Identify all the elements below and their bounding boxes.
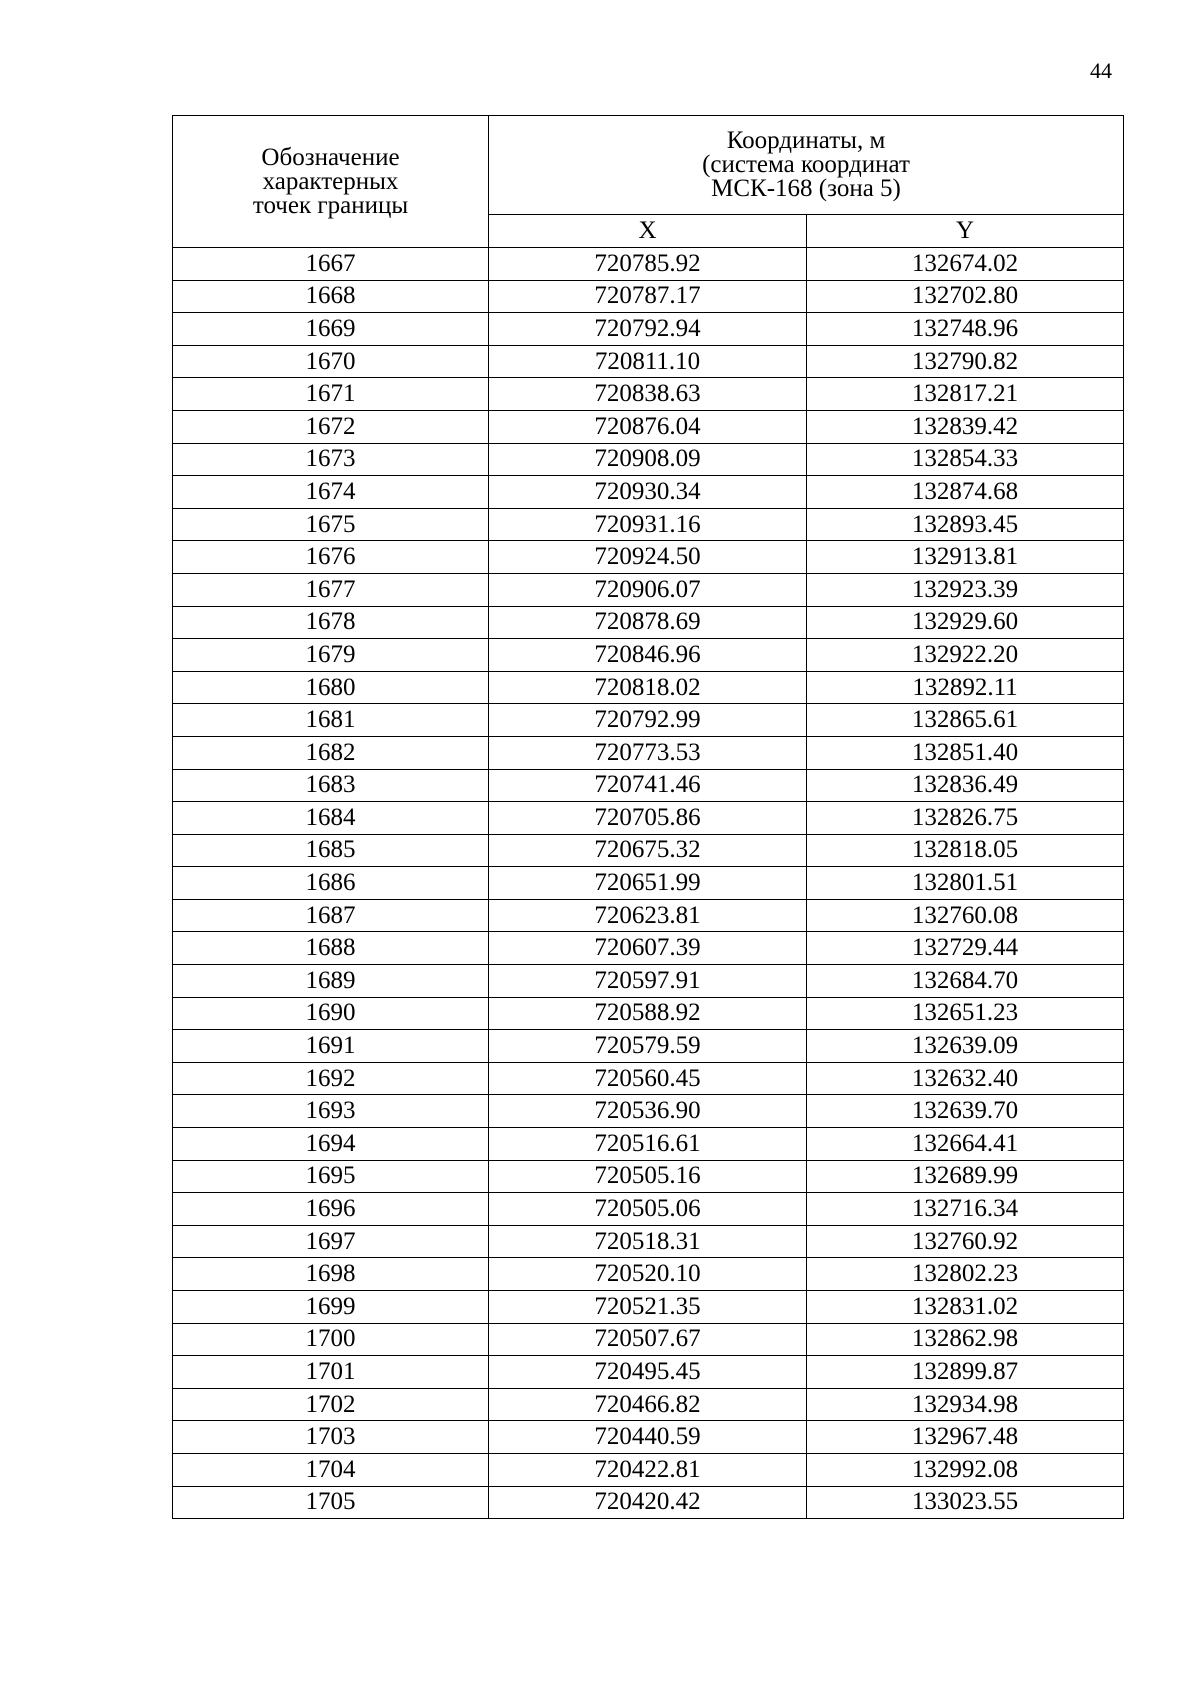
table-row [173, 410, 1124, 443]
table-row [173, 280, 1124, 313]
y-cell: 132831.02 [807, 1291, 1124, 1324]
point-cell: 1673 [173, 443, 489, 476]
point-cell: 1674 [173, 476, 489, 509]
y-cell: 132922.20 [807, 639, 1124, 672]
table-row [173, 1193, 1124, 1226]
x-cell: 720607.39 [489, 932, 807, 965]
point-cell: 1680 [173, 671, 489, 704]
x-cell: 720597.91 [489, 965, 807, 998]
table-row [173, 476, 1124, 509]
point-cell: 1671 [173, 378, 489, 411]
y-cell: 132689.99 [807, 1160, 1124, 1193]
point-cell: 1702 [173, 1388, 489, 1421]
y-cell: 132818.05 [807, 834, 1124, 867]
x-cell: 720516.61 [489, 1128, 807, 1161]
y-cell: 133023.55 [807, 1486, 1124, 1519]
header-point-line: Обозначение [261, 143, 400, 171]
y-cell: 132934.98 [807, 1388, 1124, 1421]
y-cell: 132923.39 [807, 573, 1124, 606]
y-cell: 132716.34 [807, 1193, 1124, 1226]
point-cell: 1677 [173, 573, 489, 606]
x-cell: 720675.32 [489, 834, 807, 867]
x-cell: 720536.90 [489, 1095, 807, 1128]
x-cell: 720518.31 [489, 1225, 807, 1258]
page-number: 44 [1090, 58, 1112, 83]
y-cell: 132899.87 [807, 1356, 1124, 1389]
x-cell: 720773.53 [489, 736, 807, 769]
point-cell: 1700 [173, 1323, 489, 1356]
table-row [173, 1095, 1124, 1128]
y-cell: 132892.11 [807, 671, 1124, 704]
point-cell: 1669 [173, 313, 489, 346]
table-row [173, 671, 1124, 704]
table-row [173, 573, 1124, 606]
y-cell: 132854.33 [807, 443, 1124, 476]
x-cell: 720924.50 [489, 541, 807, 574]
x-cell: 720560.45 [489, 1062, 807, 1095]
point-cell: 1683 [173, 769, 489, 802]
point-cell: 1681 [173, 704, 489, 737]
y-cell: 132790.82 [807, 345, 1124, 378]
point-cell: 1667 [173, 248, 489, 281]
x-cell: 720741.46 [489, 769, 807, 802]
header-point-line: характерных [262, 167, 399, 195]
point-cell: 1687 [173, 899, 489, 932]
table-row [173, 899, 1124, 932]
point-cell: 1695 [173, 1160, 489, 1193]
table-row [173, 1486, 1124, 1519]
table-row [173, 802, 1124, 835]
point-cell: 1694 [173, 1128, 489, 1161]
table-row [173, 1291, 1124, 1324]
point-cell: 1693 [173, 1095, 489, 1128]
point-cell: 1685 [173, 834, 489, 867]
point-cell: 1696 [173, 1193, 489, 1226]
x-cell: 720420.42 [489, 1486, 807, 1519]
y-cell: 132760.08 [807, 899, 1124, 932]
x-cell: 720838.63 [489, 378, 807, 411]
x-cell: 720440.59 [489, 1421, 807, 1454]
table-row [173, 1453, 1124, 1486]
table-row [173, 345, 1124, 378]
table-row [173, 1225, 1124, 1258]
header-x: X [489, 215, 807, 248]
table-row [173, 541, 1124, 574]
table-row [173, 1356, 1124, 1389]
y-cell: 132862.98 [807, 1323, 1124, 1356]
point-cell: 1704 [173, 1453, 489, 1486]
point-cell: 1688 [173, 932, 489, 965]
table-row [173, 1388, 1124, 1421]
header-y: Y [807, 215, 1124, 248]
header-coordinates [489, 116, 1124, 215]
table-row [173, 1421, 1124, 1454]
table-row [173, 443, 1124, 476]
table-row [173, 1128, 1124, 1161]
x-cell: 720588.92 [489, 997, 807, 1030]
y-cell: 132760.92 [807, 1225, 1124, 1258]
x-cell: 720785.92 [489, 248, 807, 281]
x-cell: 720521.35 [489, 1291, 807, 1324]
y-cell: 132702.80 [807, 280, 1124, 313]
point-cell: 1672 [173, 410, 489, 443]
table-row [173, 248, 1124, 281]
x-cell: 720579.59 [489, 1030, 807, 1063]
table-row [173, 508, 1124, 541]
x-cell: 720846.96 [489, 639, 807, 672]
x-cell: 720876.04 [489, 410, 807, 443]
table-row [173, 378, 1124, 411]
table-row [173, 1258, 1124, 1291]
y-cell: 132639.09 [807, 1030, 1124, 1063]
y-cell: 132639.70 [807, 1095, 1124, 1128]
y-cell: 132865.61 [807, 704, 1124, 737]
x-cell: 720906.07 [489, 573, 807, 606]
x-cell: 720495.45 [489, 1356, 807, 1389]
x-cell: 720705.86 [489, 802, 807, 835]
x-cell: 720422.81 [489, 1453, 807, 1486]
y-cell: 132664.41 [807, 1128, 1124, 1161]
point-cell: 1678 [173, 606, 489, 639]
point-cell: 1699 [173, 1291, 489, 1324]
table-body [173, 248, 1124, 1519]
x-cell: 720792.99 [489, 704, 807, 737]
x-cell: 720651.99 [489, 867, 807, 900]
point-cell: 1670 [173, 345, 489, 378]
y-cell: 132851.40 [807, 736, 1124, 769]
y-cell: 132802.23 [807, 1258, 1124, 1291]
table-row [173, 1062, 1124, 1095]
x-cell: 720466.82 [489, 1388, 807, 1421]
table-row [173, 965, 1124, 998]
y-cell: 132967.48 [807, 1421, 1124, 1454]
x-cell: 720507.67 [489, 1323, 807, 1356]
point-cell: 1697 [173, 1225, 489, 1258]
x-cell: 720878.69 [489, 606, 807, 639]
table-row [173, 1323, 1124, 1356]
coordinates-table [172, 115, 1124, 1519]
y-cell: 132992.08 [807, 1453, 1124, 1486]
table-row [173, 769, 1124, 802]
table-row [173, 639, 1124, 672]
table-row [173, 997, 1124, 1030]
x-cell: 720792.94 [489, 313, 807, 346]
point-cell: 1686 [173, 867, 489, 900]
point-cell: 1684 [173, 802, 489, 835]
point-cell: 1689 [173, 965, 489, 998]
point-cell: 1692 [173, 1062, 489, 1095]
point-cell: 1703 [173, 1421, 489, 1454]
point-cell: 1698 [173, 1258, 489, 1291]
x-cell: 720787.17 [489, 280, 807, 313]
point-cell: 1690 [173, 997, 489, 1030]
point-cell: 1675 [173, 508, 489, 541]
y-cell: 132836.49 [807, 769, 1124, 802]
point-cell: 1679 [173, 639, 489, 672]
y-cell: 132651.23 [807, 997, 1124, 1030]
x-cell: 720505.16 [489, 1160, 807, 1193]
y-cell: 132817.21 [807, 378, 1124, 411]
point-cell: 1682 [173, 736, 489, 769]
point-cell: 1691 [173, 1030, 489, 1063]
x-cell: 720505.06 [489, 1193, 807, 1226]
y-cell: 132893.45 [807, 508, 1124, 541]
y-cell: 132826.75 [807, 802, 1124, 835]
table-row [173, 1160, 1124, 1193]
header-coords-line: Координаты, м [726, 127, 886, 154]
point-cell: 1676 [173, 541, 489, 574]
table-row [173, 313, 1124, 346]
table-row [173, 834, 1124, 867]
y-cell: 132684.70 [807, 965, 1124, 998]
x-cell: 720520.10 [489, 1258, 807, 1291]
header-point-designation [173, 116, 489, 248]
y-cell: 132839.42 [807, 410, 1124, 443]
y-cell: 132929.60 [807, 606, 1124, 639]
header-coords-line: (система координат [702, 151, 910, 178]
header-coords-line: МСК-168 (зона 5) [711, 175, 901, 202]
y-cell: 132913.81 [807, 541, 1124, 574]
y-cell: 132632.40 [807, 1062, 1124, 1095]
table-row [173, 1030, 1124, 1063]
x-cell: 720908.09 [489, 443, 807, 476]
x-cell: 720930.34 [489, 476, 807, 509]
x-cell: 720623.81 [489, 899, 807, 932]
point-cell: 1701 [173, 1356, 489, 1389]
table-header [173, 116, 1124, 248]
table-row [173, 606, 1124, 639]
y-cell: 132674.02 [807, 248, 1124, 281]
table-row [173, 704, 1124, 737]
y-cell: 132729.44 [807, 932, 1124, 965]
table-row [173, 932, 1124, 965]
x-cell: 720931.16 [489, 508, 807, 541]
table-row [173, 736, 1124, 769]
y-cell: 132801.51 [807, 867, 1124, 900]
table-row [173, 867, 1124, 900]
x-cell: 720818.02 [489, 671, 807, 704]
y-cell: 132874.68 [807, 476, 1124, 509]
header-point-line: точек границы [252, 191, 409, 219]
y-cell: 132748.96 [807, 313, 1124, 346]
point-cell: 1668 [173, 280, 489, 313]
point-cell: 1705 [173, 1486, 489, 1519]
x-cell: 720811.10 [489, 345, 807, 378]
